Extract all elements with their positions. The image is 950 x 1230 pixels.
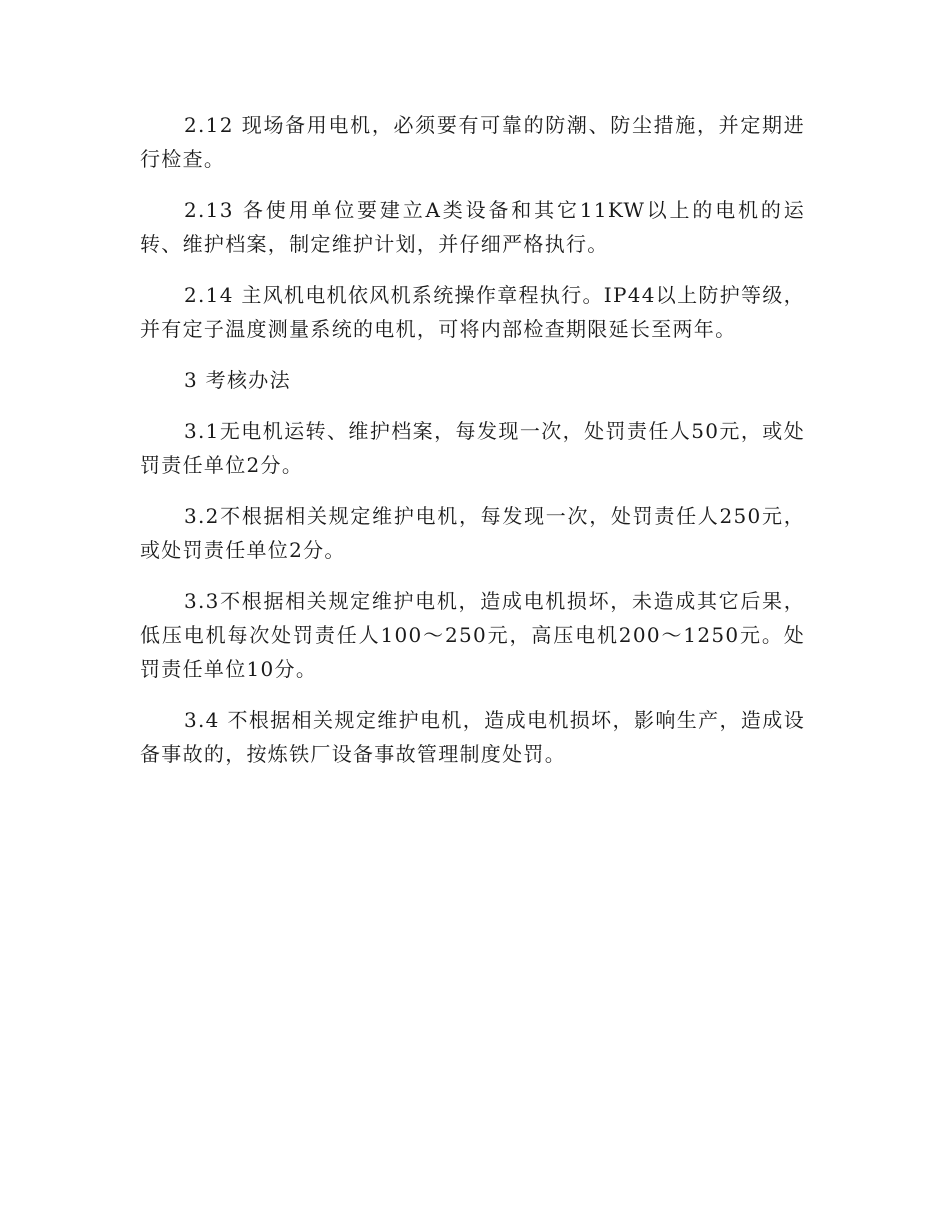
clause-2-13: 2.13 各使用单位要建立A类设备和其它11KW以上的电机的运转、维护档案，制定维护计划，并仔细严格执行。 xyxy=(140,198,805,256)
clause-3-1: 3.1无电机运转、维护档案，每发现一次，处罚责任人50元，或处罚责任单位2分。 xyxy=(140,419,805,477)
section-heading-3: 3 考核办法 xyxy=(184,368,291,392)
clause-3-3: 3.3不根据相关规定维护电机，造成电机损坏，未造成其它后果，低压电机每次处罚责任人100～250元，高压电机200～1250元。处罚责任单位10分。 xyxy=(140,589,805,681)
clause-2-14: 2.14 主风机电机依风机系统操作章程执行。IP44以上防护等级，并有定子温度测量系统的电机，可将内部检查期限延长至两年。 xyxy=(140,283,805,341)
clause-2-12: 2.12 现场备用电机，必须要有可靠的防潮、防尘措施，并定期进行检查。 xyxy=(140,113,805,171)
clause-3-4: 3.4 不根据相关规定维护电机，造成电机损坏，影响生产，造成设备事故的，按炼铁厂设备事故管理制度处罚。 xyxy=(140,708,805,766)
clause-3-2: 3.2不根据相关规定维护电机，每发现一次，处罚责任人250元，或处罚责任单位2分。 xyxy=(140,504,805,562)
document-body xyxy=(140,108,805,788)
